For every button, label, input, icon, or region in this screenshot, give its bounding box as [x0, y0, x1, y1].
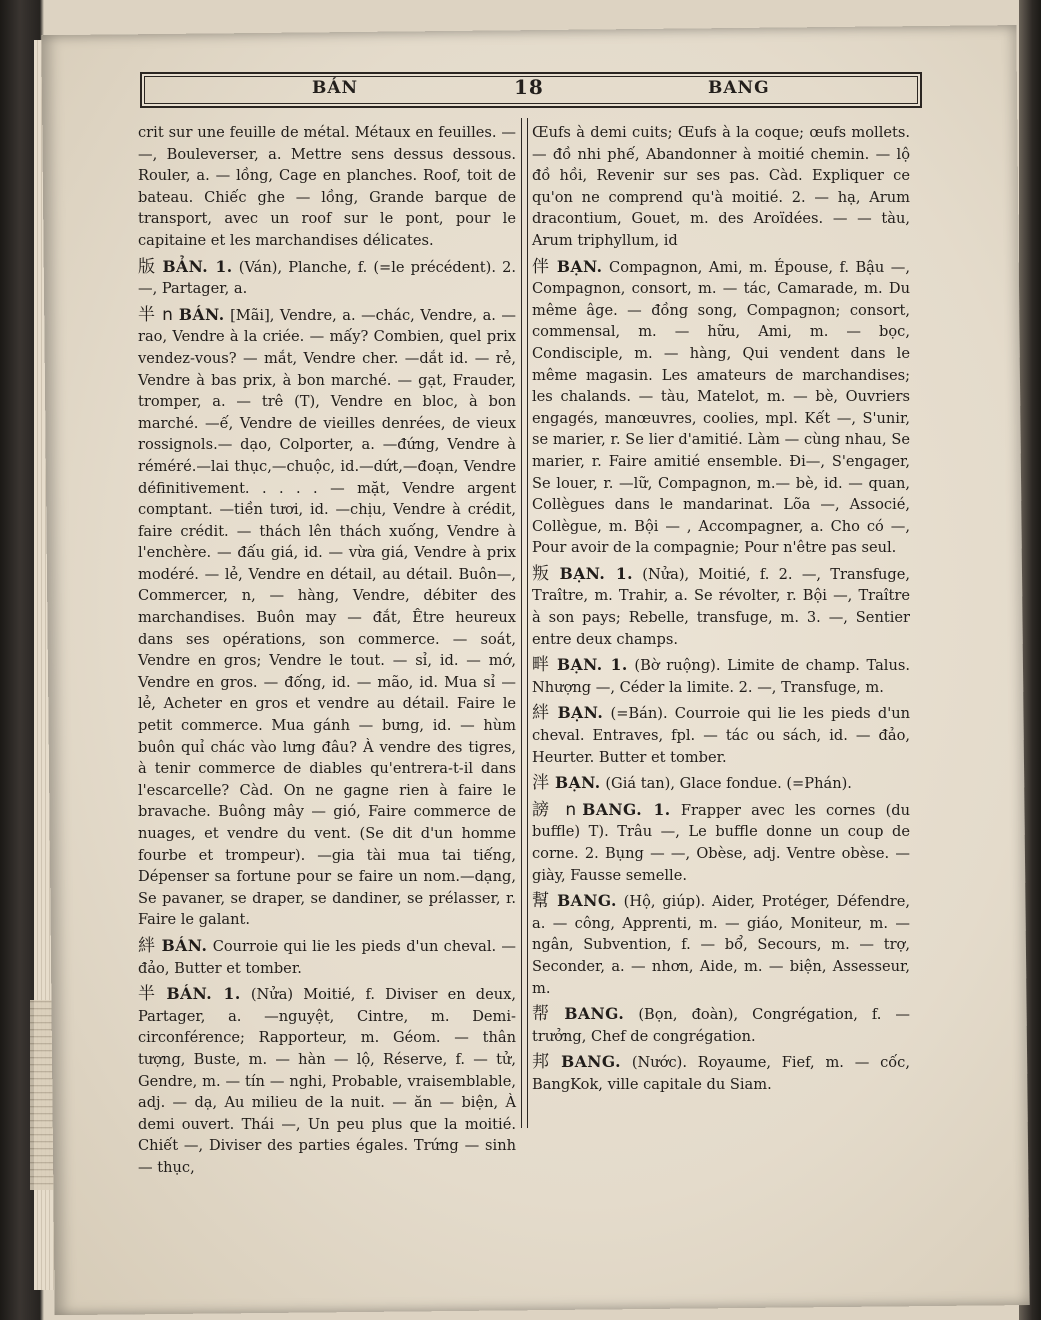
entry-definition: [Mãi], Vendre, a. —chác, Vendre, a. — rao, Vendre à la criée. — mấy? Combien, quel prix vendez-vous? — mắt, Vendre cher. —dắt id. — rẻ, Vendre à bas prix, à bon marché. — gạt, Frauder, tromper, a. — trê (T), Vendre en bloc, à bon marché. —ế, Vendre de vieilles denrées, de vieux rossignols.— dạo, Colporter, a. —đứng, Vendre à réméré.—lai thục,—chuộc, id.—dứt,—đoạn, Vendre définitivement. . . . . — mặt, Vendre argent comptant. —tiền tươi, id. —chịu, Vendre à crédit, faire crédit. — thách lên thách xuống, Vendre à l'enchère. — đấu giá, id. — vừa giá, Vendre à prix modéré. — lẻ, Vendre en détail, au détail. Buôn—, Commercer, n, — hàng, Vendre, débiter des marchandises. Buôn may — đắt, Être heureux dans ses opérations, son commerce. — soát, Vendre en gros; Vendre le tout. — sỉ, id. — mớ, Vendre en gros. — đống, id. — mão, id. Mua sỉ — lẻ, Acheter en gros et vendre au détail. Faire le petit commerce. Mua gánh — bưng, id. — hùm buôn quỉ chác vào lưng đâu? À vendre des tigres, à tenir commerce de diables qu'entrera-t-il dans l'escarcelle? Càd. On ne gagne rien à faire le bravache. Buông mây — gió, Faire commerce de nuages, et vendre du vent. (Se dit d'un homme fourbe et trompeur). —gia tài mua tai tiếng, Dépenser sa fortune pour se faire un nom.—dạng, Se pavaner, se draper, se dandiner, se prélasser, r. Faire le galant.: [138, 306, 516, 929]
entry-character: 絆: [138, 935, 156, 956]
entry-character: 畔: [532, 655, 551, 676]
entry-headword: BANG. 1.: [582, 799, 671, 819]
entry-headword: BANG.: [561, 1052, 622, 1072]
entry-definition: (Bờ ruộng). Limite de champ. Talus. Nhượng —, Céder la limite. 2. —, Transfuge, m.: [532, 657, 910, 696]
entry-character: 叛: [532, 563, 554, 584]
left-column: [138, 122, 516, 1183]
entry-headword: BANG.: [564, 1004, 625, 1024]
entry-headword: BÁN.: [161, 935, 208, 955]
entry-definition: Compagnon, Ami, m. Épouse, f. Bậu —, Compagnon, consort, m. — tác, Camarade, m. Du même âge. — đồng song, Compagnon; consort, commensal, m. — hữu, Ami, m. — bọc, Condisciple, m. — hàng, Qui vendent dans le même magasin. Les amateurs de marchandises; les chalands. — tàu, Matelot, m. — bè, Ouvriers engagés, manœuvres, coolies, mpl. Kết —, S'unir, se marier, r. Se lier d'amitié. Làm — cùng nhau, Se marier, r. Faire amitié ensemble. Đi—, S'engager, Se louer, r. —lữ, Compagnon, m.— bè, id. — quan, Collègues dans le mandarinat. Lõa —, Associé, Collègue, m. Bội — , Accompagner, a. Cho có —, Pour avoir de la compagnie; Pour n'être pas seul.: [532, 258, 910, 557]
entry-bang-horns: [532, 799, 910, 886]
header-left-word: BÁN: [312, 78, 359, 98]
entry-definition: (Ván), Planche, f. (=le précédent). 2. —, Partager, a.: [138, 258, 516, 298]
entry-definition: (Bọn, đoàn), Congrégation, f. — trưởng, Chef de congrégation.: [532, 1006, 911, 1045]
entry-character: 泮: [532, 773, 549, 794]
entry-definition: (Giá tan), Glace fondue. (=Phán).: [605, 775, 852, 793]
entry-definition: (Hộ, giúp). Aider, Protéger, Défendre, a. — công, Apprenti, m. — giáo, Moniteur, m. — ngân, Subvention, f. — bổ, Secours, m. — trợ, Seconder, a. — nhơn, Aide, m. — biện, Assesseur, m.: [532, 893, 911, 997]
entry-ban-companion: [532, 256, 910, 559]
entry-ban-traitor: [532, 563, 910, 650]
entry-character: 版: [138, 256, 157, 277]
entry-headword: BẠN. 1.: [557, 655, 628, 675]
entry-character: 謗 n: [532, 799, 577, 820]
entry-bang-kingdom: [532, 1051, 910, 1095]
entry-headword: BẢN. 1.: [162, 256, 233, 276]
right-column: [532, 122, 910, 1100]
entry-ban-boundary: [532, 654, 910, 698]
entry-headword: BẠN.: [557, 703, 604, 723]
entry-definition: (Nửa) Moitié, f. Diviser en deux, Partager, a. —nguyệt, Cintre, m. Demi-circonférence; Rapporteur, m. Géom. — thân tượng, Buste, m. — hàn — lộ, Réserve, f. — tử, Gendre, m. — tín — nghi, Probable, vraisemblable, adj. — dạ, Au milieu de la nuit. — ăn — biện, À demi ouvert. Thái —, Un peu plus que la moitié. Chiết —, Diviser des parties égales. Trứng — sinh — thục,: [138, 986, 517, 1176]
entry-definition: (Nước). Royaume, Fief, m. — cốc, BangKok, ville capitale du Siam.: [532, 1054, 910, 1093]
entry-character: 帮: [532, 1004, 559, 1025]
entry-ban-strap: [138, 935, 516, 979]
page-number: 18: [514, 75, 544, 99]
entry-headword: BẠN. 1.: [559, 563, 634, 583]
entry-character: 半 n: [138, 304, 173, 325]
entry-headword: BANG.: [557, 891, 617, 911]
continued-entry: Œufs à demi cuits; Œufs à la coque; œufs mollets. — đồ nhi phế, Abandonner à moitié chemin. — lộ đồ hồi, Revenir sur ses pas. Càd. Expliquer ce qu'on ne comprend qu'à moitié. 2. — hạ, Arum dracontium, Gouet, m. des Aroïdées. — — tàu, Arum triphyllum, id: [532, 124, 910, 249]
entry-headword: BÁN.: [178, 304, 225, 324]
entry-bang-help: [532, 890, 910, 999]
entry-definition: Courroie qui lie les pieds d'un cheval. — đảo, Butter et tomber.: [138, 937, 517, 977]
header-right-word: BANG: [708, 78, 770, 98]
entry-headword: BÁN. 1.: [166, 984, 241, 1004]
entry-character: 半: [138, 984, 161, 1005]
entry-ban-fetter: [532, 702, 910, 768]
entry-definition: Frapper avec les cornes (du buffle) T). Trâu —, Le buffle donne un coup de corne. 2. Bụng — —, Obèse, adj. Ventre obèse. — giày, Fausse semelle.: [532, 801, 910, 884]
continued-entry: crit sur une feuille de métal. Métaux en feuilles. — —, Bouleverser, a. Mettre sens dessus dessous. Rouler, a. — lồng, Cage en planches. Roof, toit de bateau. Chiếc ghe — lồng, Grande barque de transport, avec un roof sur le pont, pour le capitaine et les marchandises délicates.: [138, 124, 516, 249]
entry-character: 幫: [532, 891, 552, 912]
entry-headword: BẠN.: [555, 773, 601, 793]
column-divider: [521, 118, 528, 1128]
entry-ban-sell: [138, 304, 516, 931]
entry-headword: BẠN.: [556, 256, 603, 276]
entry-ban-plank: [138, 256, 516, 300]
entry-character: 伴: [532, 256, 551, 277]
entry-bang-congregation: [532, 1003, 910, 1047]
entry-ban-ice: [532, 772, 910, 795]
entry-definition: (=Bán). Courroie qui lie les pieds d'un cheval. Entraves, fpl. — tác ou sách, id. — đảo, Heurter. Butter et tomber.: [532, 705, 911, 766]
entry-definition: (Nửa), Moitié, f. 2. —, Transfuge, Traître, m. Trahir, a. Se révolter, r. Bội —, Traître à son pays; Rebelle, transfuge, m. 3. —, Sentier entre deux champs.: [532, 565, 911, 648]
entry-character: 邦: [532, 1052, 556, 1073]
running-header: [140, 72, 922, 108]
entry-ban-half: [138, 983, 516, 1178]
entry-character: 絆: [532, 703, 552, 724]
